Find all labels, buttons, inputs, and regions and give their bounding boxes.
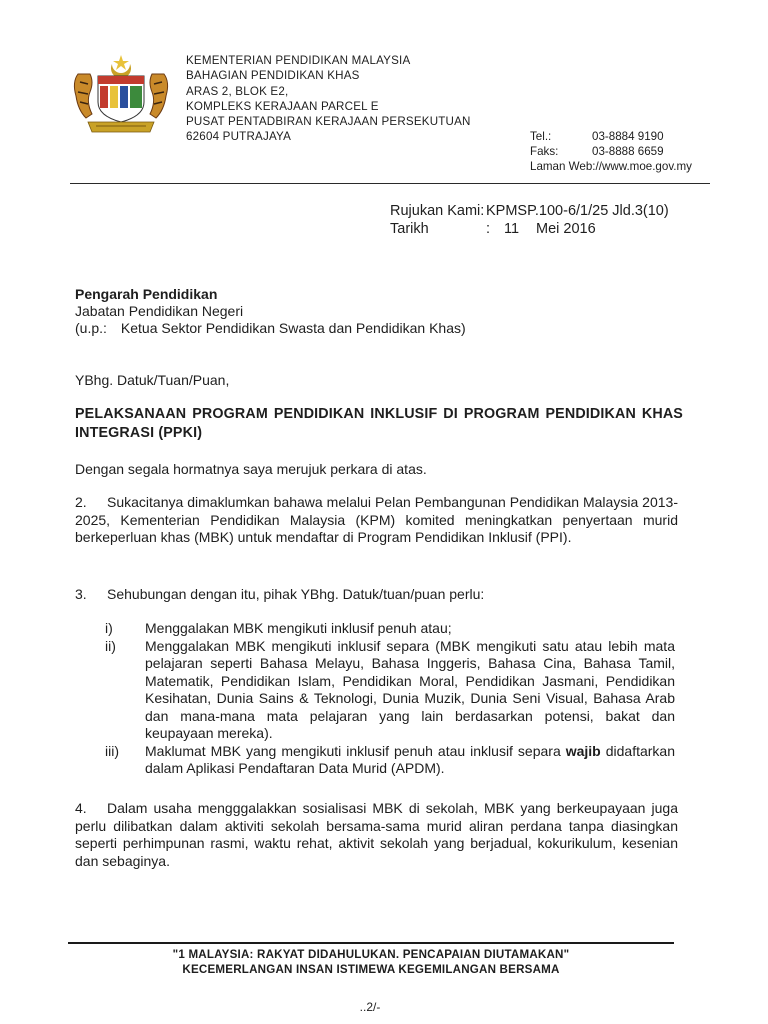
- list-item-number: i): [105, 620, 113, 636]
- date-colon: :: [486, 221, 491, 237]
- list-item-text: Menggalakan MBK mengikuti inklusif separa (MBK mengikuti satu atau lebih mata pelajaran seperti Bahasa Melayu, Bahasa Inggeris, Bahasa Cina, Bahasa Tamil, Matematik, Pendidikan Islam, Pendidikan Moral, Pendidikan Jasmani, Pendidikan Kesihatan, Dunia Sains & Teknologi, Dunia Muzik, Dunia Seni Visual, Bahasa Arab dan mana-mana mata pelajaran yang lain berdasarkan potensi, bakat dan keupayaan mereka).: [145, 637, 675, 741]
- footer-divider: [68, 942, 674, 944]
- contact-phone: [530, 129, 692, 144]
- list-item-text: Menggalakan MBK mengikuti inklusif penuh atau;: [145, 620, 452, 636]
- paragraph-4: [75, 800, 678, 870]
- paragraph-text: Sukacitanya dimaklumkan bahawa melalui Pelan Pembangunan Pendidikan Malaysia 2013-2025, Kementerian Pendidikan Malaysia (KPM) komited meningkatkan penyertaan murid berkeperluan khas (MBK) untuk mendaftar di Program Pendidikan Inklusif (PPI).: [75, 494, 678, 545]
- date-month-year: Mei 2016: [536, 221, 596, 237]
- action-list: [105, 620, 675, 778]
- page-continuation-marker: ..2/-: [359, 1000, 381, 1014]
- ministry-line: KOMPLEKS KERAJAAN PARCEL E: [186, 99, 379, 113]
- list-item-text-after: didaftarkan dalam Aplikasi Pendaftaran Data Murid (APDM).: [145, 742, 675, 776]
- paragraph-text: Dalam usaha mengggalakkan sosialisasi MBK di sekolah, MBK yang berkeupayaan juga perlu dilibatkan dalam aktiviti sekolah bersama-sama murid aliran perdana tanpa diasingkan seperti perhimpunan rasmi, waktu rehat, aktivit sekolah yang berjadual, kokurikulum, kesenian dan sebaginya.: [75, 800, 678, 869]
- paragraph-text: Sehubungan dengan itu, pihak YBhg. Datuk/tuan/puan perlu:: [107, 586, 485, 602]
- date-row: [390, 220, 669, 238]
- date-label: Tarikh: [390, 221, 429, 237]
- recipient-attention: [75, 320, 466, 337]
- slogan-line-2: KECEMERLANGAN INSAN ISTIMEWA KEGEMILANGAN BERSAMA: [182, 963, 560, 976]
- reference-block: [390, 202, 669, 238]
- contact-value: 03-8884 9190: [592, 130, 664, 143]
- reference-row: [390, 202, 669, 220]
- ministry-line: KEMENTERIAN PENDIDIKAN MALAYSIA: [186, 54, 411, 67]
- ministry-line: BAHAGIAN PENDIDIKAN KHAS: [186, 69, 360, 83]
- paragraph-3: [75, 586, 678, 604]
- footer-slogan: [68, 947, 674, 977]
- ministry-address: [186, 53, 471, 145]
- paragraph-2: [75, 494, 678, 547]
- contact-details: [530, 129, 692, 174]
- paragraph-1: Dengan segala hormatnya saya merujuk perkara di atas.: [75, 461, 427, 477]
- reference-value: KPMSP.100-6/1/25 Jld.3(10): [486, 203, 669, 219]
- reference-label: Rujukan Kami:: [390, 203, 485, 219]
- paragraph-number: 4.: [75, 800, 87, 816]
- contact-website: Laman Web://www.moe.gov.my: [530, 160, 692, 173]
- recipient-dept: Jabatan Pendidikan Negeri: [75, 303, 244, 319]
- list-item-emphasis: wajib: [565, 742, 601, 759]
- list-item-text: [145, 743, 675, 778]
- contact-value: 03-8888 6659: [592, 145, 664, 158]
- contact-label: Tel.:: [530, 130, 552, 143]
- slogan-line-1: "1 MALAYSIA: RAKYAT DIDAHULUKAN. PENCAPAIAN DIUTAMAKAN": [172, 948, 570, 961]
- list-item-number: iii): [105, 742, 119, 759]
- recipient-title: Pengarah Pendidikan: [75, 286, 218, 302]
- ministry-line: ARAS 2, BLOK E2,: [186, 84, 289, 98]
- paragraph-number: 3.: [75, 586, 87, 602]
- contact-label: Faks:: [530, 145, 559, 158]
- recipient-block: [75, 286, 466, 337]
- contact-fax: [530, 144, 692, 159]
- list-item-text-before: Maklumat MBK yang mengikuti inklusif penuh atau inklusif separa: [145, 742, 561, 759]
- ministry-line: 62604 PUTRAJAYA: [186, 130, 292, 144]
- header-divider: [70, 183, 710, 184]
- letter-subject: PELAKSANAAN PROGRAM PENDIDIKAN INKLUSIF DI PROGRAM PENDIDIKAN KHAS INTEGRASI (PPKI): [75, 406, 683, 441]
- list-item: [105, 620, 675, 638]
- coat-of-arms-logo: [68, 52, 174, 138]
- star-icon: [113, 55, 129, 70]
- salutation: YBhg. Datuk/Tuan/Puan,: [75, 372, 230, 388]
- list-item: [105, 638, 675, 743]
- ministry-line: PUSAT PENTADBIRAN KERAJAAN PERSEKUTUAN: [186, 115, 471, 129]
- date-day: 11: [504, 221, 520, 237]
- list-item: [105, 743, 675, 778]
- list-item-number: ii): [105, 637, 116, 654]
- attention-label: (u.p.:: [75, 320, 107, 336]
- attention-value: Ketua Sektor Pendidikan Swasta dan Pendidikan Khas): [120, 320, 466, 336]
- paragraph-number: 2.: [75, 494, 87, 510]
